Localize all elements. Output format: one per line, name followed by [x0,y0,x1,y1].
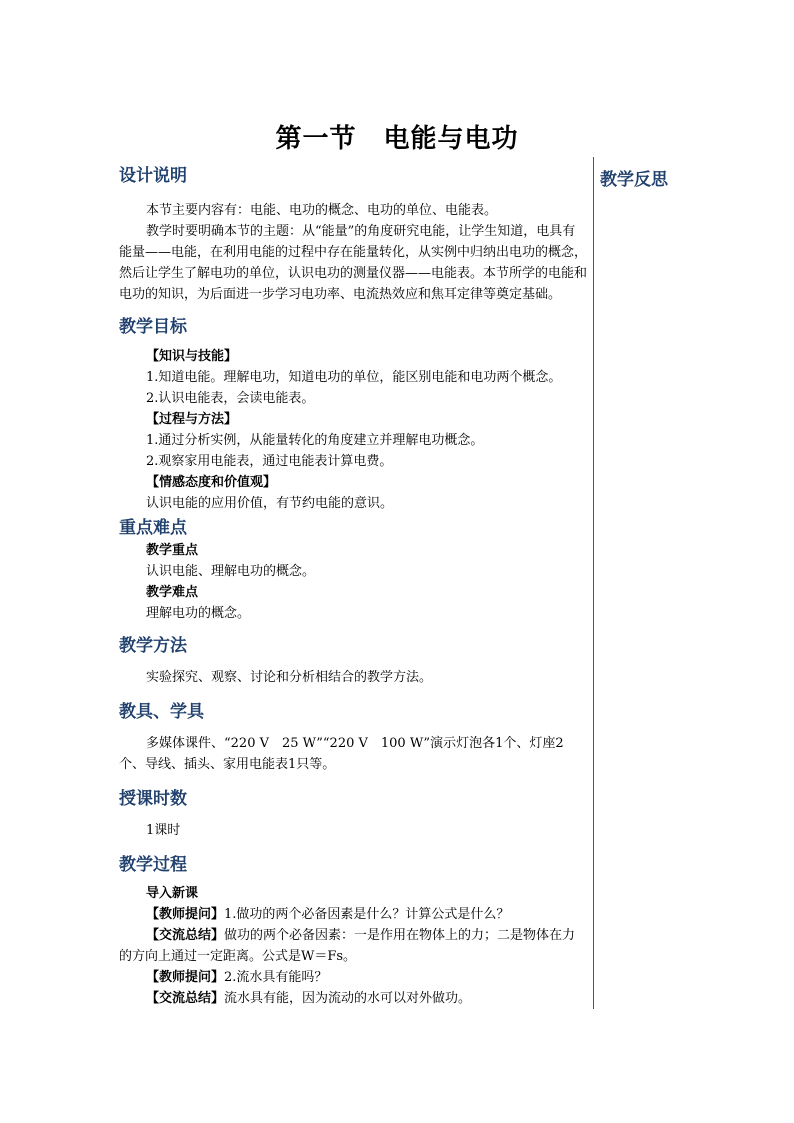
knowledge-skills-title: 【知识与技能】 [146,349,238,364]
summary-tag: 【交流总结】 [146,928,225,943]
summary-text: 流水具有能，因为流动的水可以对外做功。 [224,991,472,1006]
summary-text: 做功的两个必备因素：一是作用在物体上的力；二是物体在力的方向上通过一定距离。公式是W＝Fs。 [119,928,576,964]
summary-2 [119,988,587,1009]
process-heading: 教学过程 [119,855,187,875]
teacher-question-text: 2.流水具有能吗？ [224,970,328,985]
summary-1 [119,925,587,967]
teacher-question-2 [119,967,587,988]
teacher-question-tag: 【教师提问】 [146,970,225,985]
method-heading: 教学方法 [119,636,187,656]
process-item-1: 1.通过分析实例，从能量转化的角度建立并理解电功概念。 [146,433,484,448]
emotion-item-1: 认识电能的应用价值，有节约电能的意识。 [146,496,394,511]
knowledge-item-1: 1.知道电能。理解电功，知道电功的单位，能区别电能和电功两个概念。 [146,370,562,385]
tools-text: 多媒体课件、“220 V 25 W”“220 V 100 W”演示灯泡各1个、灯座2个、导线、插头、家用电能表1只等。 [119,736,564,772]
teaching-focus-text: 认识电能、理解电功的概念。 [146,564,316,579]
process-method-title: 【过程与方法】 [146,412,238,427]
teacher-question-text: 1.做功的两个必备因素是什么？计算公式是什么？ [224,907,510,922]
method-text: 实验探究、观察、讨论和分析相结合的教学方法。 [146,670,433,685]
summary-tag: 【交流总结】 [146,991,225,1006]
page-title: 第一节 电能与电功 [275,124,519,154]
design-paragraph-1: 本节主要内容有：电能、电功的概念、电功的单位、电能表。 [146,203,498,218]
key-points-heading: 重点难点 [119,518,187,538]
goals-heading: 教学目标 [119,317,187,337]
teaching-difficulty-title: 教学难点 [146,585,199,600]
teaching-difficulty-text: 理解电功的概念。 [146,606,251,621]
hours-text: 1课时 [146,823,181,838]
design-heading: 设计说明 [119,166,187,186]
emotion-values-title: 【情感态度和价值观】 [146,475,277,490]
teacher-question-tag: 【教师提问】 [146,907,225,922]
process-item-2: 2.观察家用电能表，通过电能表计算电费。 [146,454,393,469]
lesson-plan-body [119,160,587,1009]
design-paragraph-2: 教学时要明确本节的主题：从“能量”的角度研究电能，让学生知道，电具有能量——电能，在利用电能的过程中存在能量转化，从实例中归纳出电功的概念，然后让学生了解电功的单位，认识电功的测量仪器——电能表。本节所学的电能和电功的知识，为后面进一步学习电功率、电流热效应和焦耳定律等奠定基础。 [119,224,588,302]
hours-heading: 授课时数 [119,789,187,809]
teaching-focus-title: 教学重点 [146,543,199,558]
reflection-heading: 教学反思 [600,170,668,190]
intro-title: 导入新课 [146,886,199,901]
tools-heading: 教具、学具 [119,702,204,722]
knowledge-item-2: 2.认识电能表，会读电能表。 [146,391,315,406]
column-divider [593,157,594,1009]
teacher-question-1 [119,904,587,925]
